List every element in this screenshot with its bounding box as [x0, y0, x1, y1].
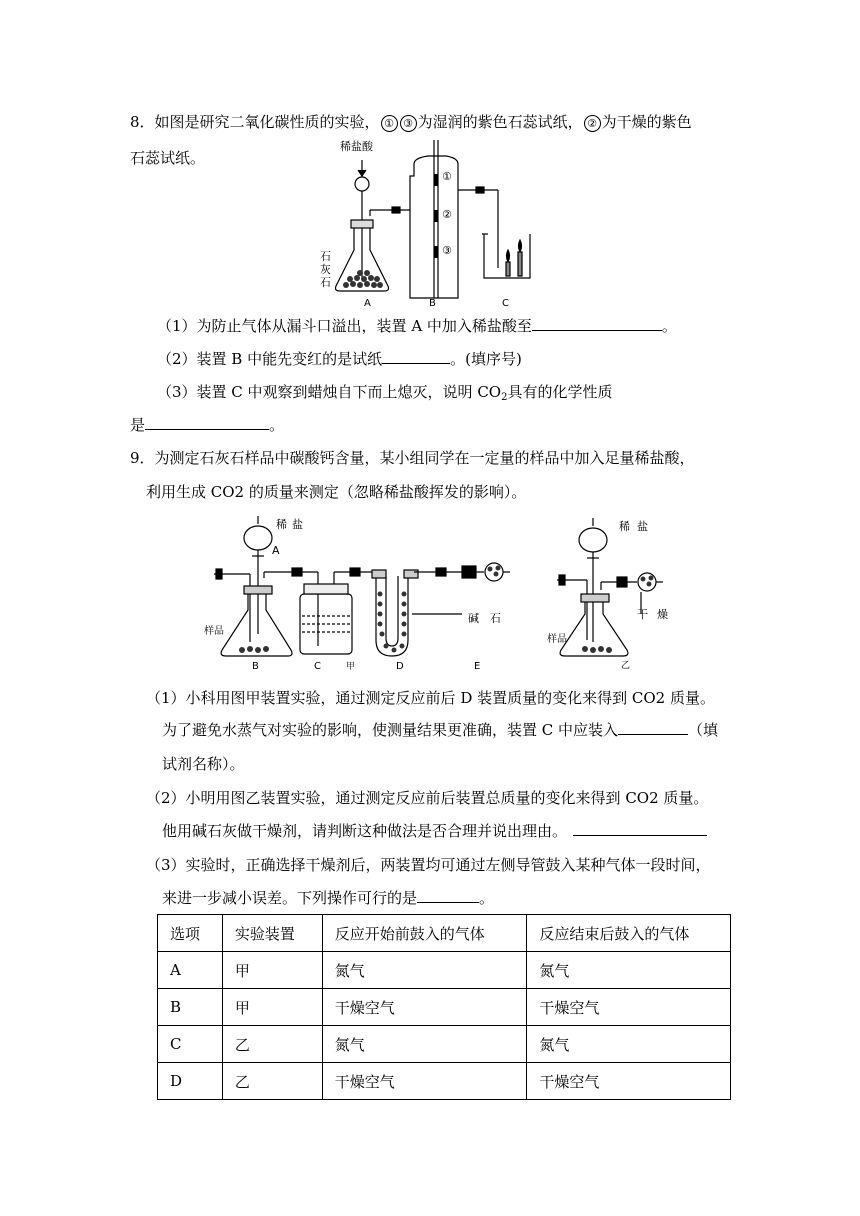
svg-text:盐: 盐 — [292, 518, 303, 531]
fig-label-jia: 甲 — [346, 662, 356, 672]
svg-text:干: 干 — [637, 608, 648, 621]
table-header-cell: 反应结束后鼓入的气体 — [527, 915, 731, 952]
q9-sub1-line1: （1）小科用图甲装置实验，通过测定反应前后 D 装置质量的变化来得到 CO2 质量。 — [146, 689, 715, 707]
fig-label-c: C — [314, 661, 321, 672]
table-cell: 甲 — [222, 989, 322, 1026]
q9-sub3-answer-blank[interactable] — [417, 888, 479, 903]
fig-label-e: E — [474, 661, 481, 672]
fig-label-a: A — [364, 298, 371, 308]
table-cell: 干燥空气 — [322, 1063, 527, 1100]
table-cell: 氮气 — [527, 952, 731, 989]
table-cell: A — [158, 952, 223, 989]
svg-text:稀: 稀 — [619, 520, 630, 533]
table-cell: 干燥空气 — [322, 989, 527, 1026]
q9-stem-line2: 利用生成 CO2 的质量来测定（忽略稀盐酸挥发的影响）。 — [146, 483, 527, 501]
table-cell: 甲 — [222, 952, 322, 989]
table-header-cell: 选项 — [158, 915, 223, 952]
table-row[interactable] — [158, 1026, 731, 1063]
fig-paper-1: ① — [442, 170, 452, 183]
q8-sub3-line2: 是 。 — [130, 416, 285, 434]
fig-label-sample-yi: 样品 — [547, 634, 567, 645]
svg-text:燥: 燥 — [657, 608, 668, 621]
q8-apparatus-figure — [318, 138, 548, 308]
svg-text:稀: 稀 — [276, 518, 287, 531]
q9-apparatus-figure-yi — [545, 514, 695, 672]
svg-text:石: 石 — [320, 276, 331, 289]
fig-label-sample: 样品 — [204, 626, 224, 637]
q9-number: 9． — [130, 449, 155, 467]
q8-number: 8． — [130, 113, 155, 131]
table-cell: 乙 — [222, 1026, 322, 1063]
q9-sub1-answer-blank[interactable] — [618, 720, 688, 735]
q8-sub2-answer-blank[interactable] — [382, 349, 450, 364]
svg-text:碱: 碱 — [468, 612, 479, 625]
table-cell: B — [158, 989, 223, 1026]
q8-sub3-line1: （3）装置 C 中观察到蜡烛自下而上熄灭，说明 $CO_2$具有的化学性质 — [157, 383, 613, 403]
q9-stem-line1: 9．为测定石灰石样品中碳酸钙含量，某小组同学在一定量的样品中加入足量稀盐酸， — [130, 449, 695, 467]
table-cell: 氮气 — [527, 1026, 731, 1063]
fig-paper-3: ③ — [442, 244, 452, 257]
q9-sub2-answer-blank[interactable] — [573, 821, 707, 836]
fig-label-b: B — [429, 298, 436, 308]
q9-sub3-line2: 来进一步减小误差。下列操作可行的是 。 — [162, 889, 495, 907]
table-row[interactable] — [158, 989, 731, 1026]
fig-label-d: D — [396, 661, 404, 672]
circled-number-1: ① — [381, 115, 398, 132]
table-header-cell: 反应开始前鼓入的气体 — [322, 915, 527, 952]
q9-options-table — [157, 914, 731, 1100]
circled-number-2: ② — [584, 115, 601, 132]
q9-sub1-line3: 试剂名称）。 — [162, 755, 245, 773]
table-cell: 干燥空气 — [527, 1063, 731, 1100]
table-cell: 干燥空气 — [527, 989, 731, 1026]
fig-label-dilute-hcl: 稀盐酸 — [340, 140, 373, 153]
q9-sub2-line2: 他用碱石灰做干燥剂，请判断这种做法是否合理并说出理由。 — [162, 821, 707, 841]
q8-sub2: （2）装置 B 中能先变红的是试纸 。(填序号) — [157, 350, 522, 368]
table-cell: 氮气 — [322, 952, 527, 989]
table-header-cell: 实验装置 — [222, 915, 322, 952]
circled-number-3: ③ — [400, 115, 417, 132]
table-cell: 乙 — [222, 1063, 322, 1100]
svg-text:石: 石 — [320, 250, 331, 263]
q9-sub1-line2: 为了避免水蒸气对实验的影响，使测量结果更准确，装置 C 中应装入 （填 — [162, 721, 719, 739]
fig-paper-2: ② — [442, 208, 452, 221]
table-cell: C — [158, 1026, 223, 1063]
q9-apparatus-figure-jia — [200, 514, 520, 672]
q8-stem-line2: 石蕊试纸。 — [130, 149, 206, 167]
q8-sub1-answer-blank[interactable] — [532, 316, 662, 331]
q9-sub3-line1: （3）实验时，正确选择干燥剂后，两装置均可通过左侧导管鼓入某种气体一段时间， — [146, 856, 711, 874]
table-cell: 氮气 — [322, 1026, 527, 1063]
q8-stem-line1: 8．如图是研究二氧化碳性质的实验， ① ③ 为湿润的紫色石蕊试纸， ② 为干燥的紫色 — [130, 113, 692, 131]
q8-sub1: （1）为防止气体从漏斗口溢出，装置 A 中加入稀盐酸至 。 — [157, 317, 677, 335]
table-header-row — [158, 915, 731, 952]
fig-label-b: B — [252, 661, 259, 672]
svg-text:灰: 灰 — [320, 263, 331, 276]
q8-sub3-answer-blank[interactable] — [145, 415, 269, 430]
table-row[interactable] — [158, 1063, 731, 1100]
fig-label-yi: 乙 — [621, 661, 631, 671]
svg-text:盐: 盐 — [637, 520, 648, 533]
q9-sub2-line1: （2）小明用图乙装置实验，通过测定反应前后装置总质量的变化来得到 CO2 质量。 — [146, 789, 709, 807]
table-cell: D — [158, 1063, 223, 1100]
svg-text:石: 石 — [490, 612, 501, 625]
fig-label-c: C — [502, 298, 509, 308]
table-row[interactable] — [158, 952, 731, 989]
fig-label-a: A — [272, 544, 280, 557]
